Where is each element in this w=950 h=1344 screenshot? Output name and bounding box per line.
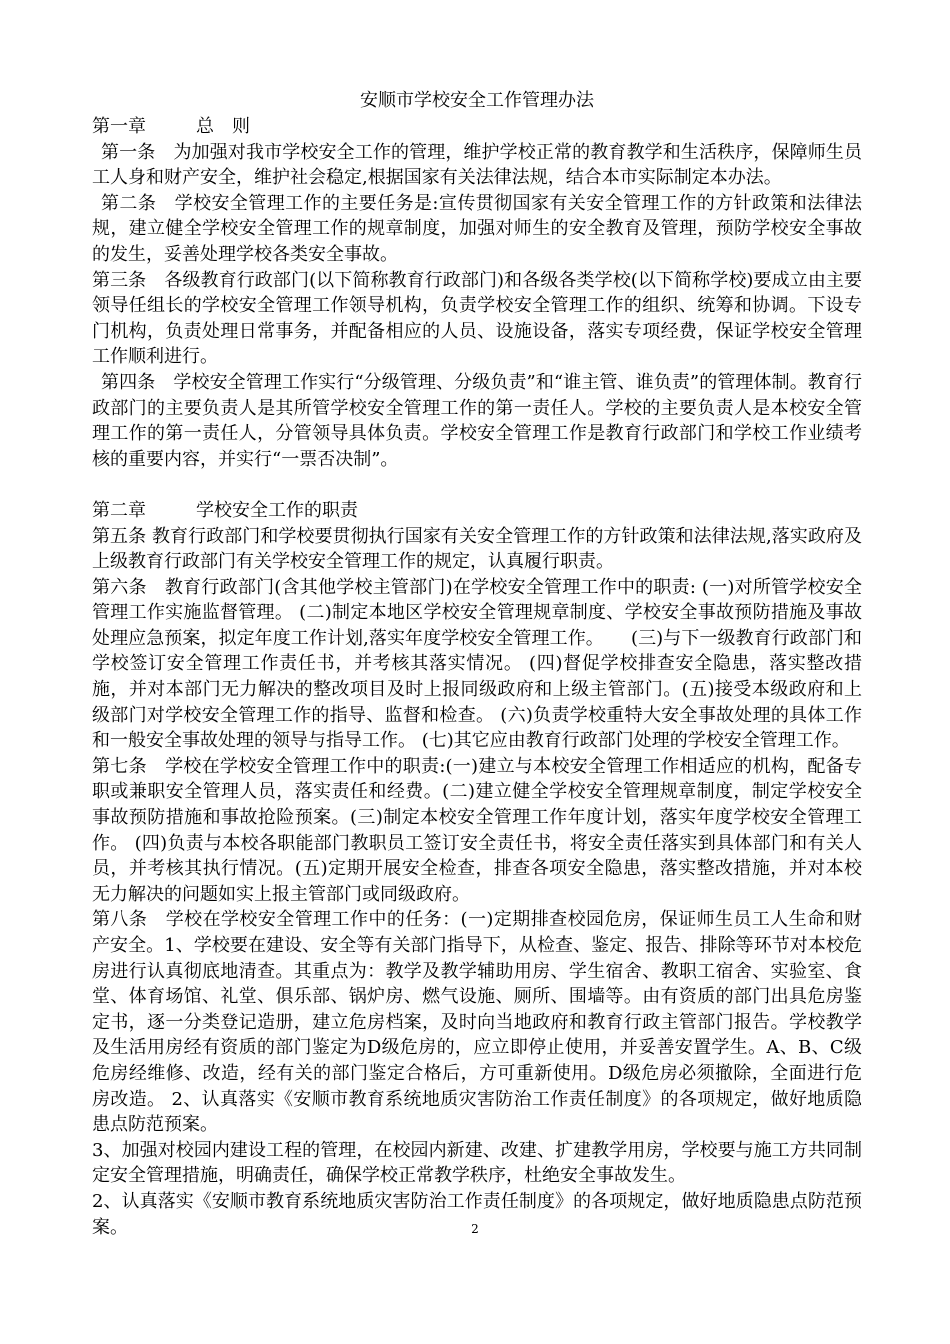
document-title: 安顺市学校安全工作管理办法 [360, 90, 594, 111]
blank-line [92, 472, 862, 498]
chapter-label: 第二章 [92, 499, 146, 521]
chapter-heading [92, 498, 862, 524]
article-7: 第七条 学校在学校安全管理工作中的职责:(一)建立与本校安全管理工作相适应的机构，配备专职或兼职安全管理人员，落实责任和经费。(二)建立健全学校安全管理规章制度，制定学校安全事故预防措施和事故抢险预案。(三)制定本校安全管理工作年度计划，落实年度学校安全管理工作。 (四)负责与本校各职能部门教职员工签订安全责任书，将安全责任落实到具体部门和有关人员，并考核其执行情况。(五)定期开展安全检查，排查各项安全隐患，落实整改措施，并对本校无力解决的问题如实上报主管部门或同级政府。 [92, 755, 862, 905]
chapter-heading [92, 114, 862, 140]
page-number: 2 [471, 1222, 479, 1236]
article-6: 第六条 教育行政部门(含其他学校主管部门)在学校安全管理工作中的职责: (一)对所管学校安全管理工作实施监督管理。 (二)制定本地区学校安全管理规章制度、学校安全事故预防措施及事故处理应急预案，拟定年度工作计划,落实年度学校安全管理工作。 (三)与下一级教育行政部门和学校签订安全管理工作责任书，并考核其落实情况。 (四)督促学校排查安全隐患，落实整改措施，并对本部门无力解决的整改项目及时上报同级政府和上级主管部门。(五)接受本级政府和上级部门对学校安全管理工作的指导、监督和检查。 (六)负责学校重特大安全事故处理的具体工作和一般安全事故处理的领导与指导工作。 (七)其它应由教育行政部门处理的学校安全管理工作。 [92, 576, 862, 752]
article-2: 第二条 学校安全管理工作的主要任务是:宣传贯彻国家有关安全管理工作的方针政策和法律法规，建立健全学校安全管理工作的规章制度，加强对师生的安全教育及管理，预防学校安全事故的发生，妥善处理学校各类安全事故。 [92, 192, 862, 265]
article-8-item-2: 2、认真落实《安顺市教育系统地质灾害防治工作责任制度》的各项规定，做好地质隐患点防范预案。 [92, 1190, 862, 1238]
article-5: 第五条 教育行政部门和学校要贯彻执行国家有关安全管理工作的方针政策和法律法规,落实政府及上级教育行政部门有关学校安全管理工作的规定，认真履行职责。 [92, 525, 862, 573]
chapter-title: 学校安全工作的职责 [196, 499, 358, 521]
chapter-title: 总 则 [196, 116, 250, 137]
article-8: 第八条 学校在学校安全管理工作中的任务：(一)定期排查校园危房，保证师生员工人生命和财产安全。1、学校要在建设、安全等有关部门指导下，从检查、鉴定、报告、排除等环节对本校危房进行认真彻底地清查。其重点为：教学及教学辅助用房、学生宿舍、教职工宿舍、实验室、食堂、体育场馆、礼堂、俱乐部、锅炉房、燃气设施、厕所、围墙等。由有资质的部门出具危房鉴定书，逐一分类登记造册，建立危房档案，及时向当地政府和教育行政主管部门报告。学校教学及生活用房经有资质的部门鉴定为D级危房的，应立即停止使用，并妥善安置学生。A、B、C级危房经维修、改造，经有关的部门鉴定合格后，方可重新使用。D级危房必须撤除，全面进行危房改造。 2、认真落实《安顺市教育系统地质灾害防治工作责任制度》的各项规定，做好地质隐患点防范预案。 [92, 909, 862, 1136]
article-1: 第一条 为加强对我市学校安全工作的管理，维护学校正常的教育教学和生活秩序，保障师生员工人身和财产安全，维护社会稳定,根据国家有关法律法规，结合本市实际制定本办法。 [92, 141, 862, 189]
chapter-1 [92, 114, 862, 472]
article-4: 第四条 学校安全管理工作实行“分级管理、分级负责”和“谁主管、谁负责”的管理体制。教育行政部门的主要负责人是其所管学校安全管理工作的第一责任人。学校的主要负责人是本校安全管理工作的第一责任人，分管领导具体负责。学校安全管理工作是教育行政部门和学校工作业绩考核的重要内容，并实行“一票否决制”。 [92, 371, 862, 470]
chapter-2 [92, 498, 862, 1240]
article-3: 第三条 各级教育行政部门(以下简称教育行政部门)和各级各类学校(以下简称学校)要成立由主要领导任组长的学校安全管理工作领导机构，负责学校安全管理工作的组织、统筹和协调。下设专门机构，负责处理日常事务，并配备相应的人员、设施设备，落实专项经费，保证学校安全管理工作顺利进行。 [92, 269, 862, 368]
chapter-label: 第一章 [92, 116, 146, 137]
article-8-item-3: 3、加强对校园内建设工程的管理，在校园内新建、改建、扩建教学用房，学校要与施工方共同制定安全管理措施，明确责任，确保学校正常教学秩序，杜绝安全事故发生。 [92, 1139, 862, 1187]
document-body [92, 88, 862, 1240]
